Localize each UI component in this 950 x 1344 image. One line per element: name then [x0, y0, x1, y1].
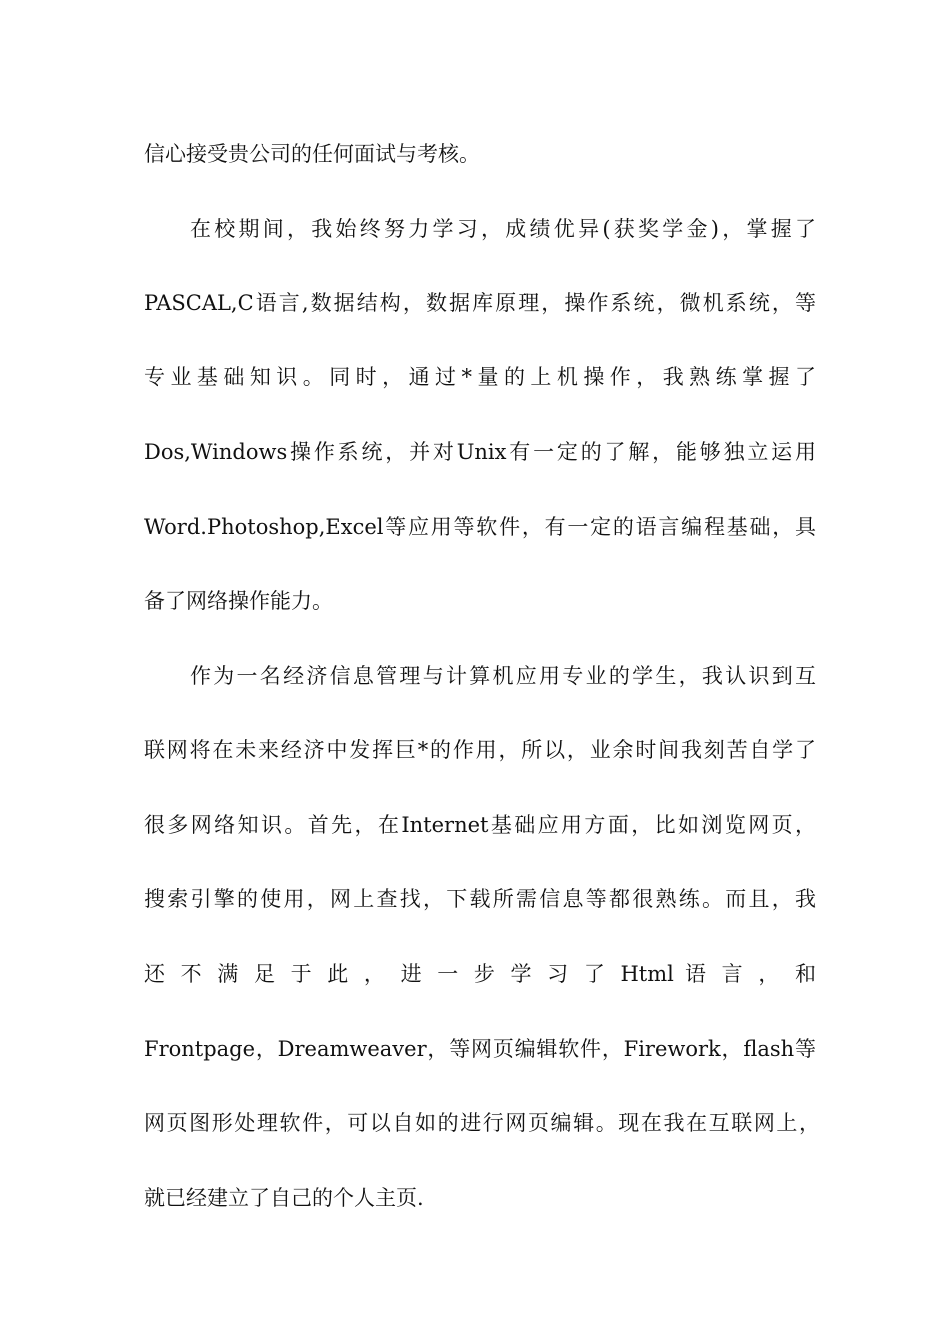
paragraph-3-line-1: 作为一名经济信息管理与计算机应用专业的学生，我认识到互	[190, 664, 816, 688]
paragraph-3-line-7: 网页图形处理软件，可以自如的进行网页编辑。现在我在互联网上，	[144, 1111, 820, 1135]
paragraph-2-line-3: 专业基础知识。同时，通过*量的上机操作，我熟练掌握了	[144, 365, 816, 389]
paragraph-3-line-3: 很多网络知识。首先，在Internet基础应用方面，比如浏览网页，	[144, 813, 816, 837]
paragraph-3-line-4: 搜索引擎的使用，网上查找，下载所需信息等都很熟练。而且，我	[144, 887, 816, 911]
text-line-1: 信心接受贵公司的任何面试与考核。	[144, 142, 480, 166]
paragraph-2-line-4: Dos,Windows操作系统，并对Unix有一定的了解，能够独立运用	[144, 440, 816, 464]
paragraph-2-line-6: 备了网络操作能力。	[144, 589, 333, 613]
paragraph-3-line-2: 联网将在未来经济中发挥巨*的作用，所以，业余时间我刻苦自学了	[144, 738, 816, 762]
paragraph-2-line-1: 在校期间，我始终努力学习，成绩优异(获奖学金)，掌握了	[190, 217, 816, 241]
paragraph-2-line-5: Word.Photoshop,Excel等应用等软件，有一定的语言编程基础，具	[144, 515, 816, 539]
paragraph-3-line-8: 就已经建立了自己的个人主页.	[144, 1186, 424, 1210]
paragraph-3-line-5: 还 不 满 足 于 此 ， 进 一 步 学 习 了 Html 语 言 ， 和	[144, 962, 816, 986]
paragraph-2-line-2: PASCAL,C语言,数据结构，数据库原理，操作系统，微机系统，等	[144, 291, 816, 315]
paragraph-3-line-6: Frontpage，Dreamweaver，等网页编辑软件，Firework，flash等	[144, 1037, 816, 1061]
